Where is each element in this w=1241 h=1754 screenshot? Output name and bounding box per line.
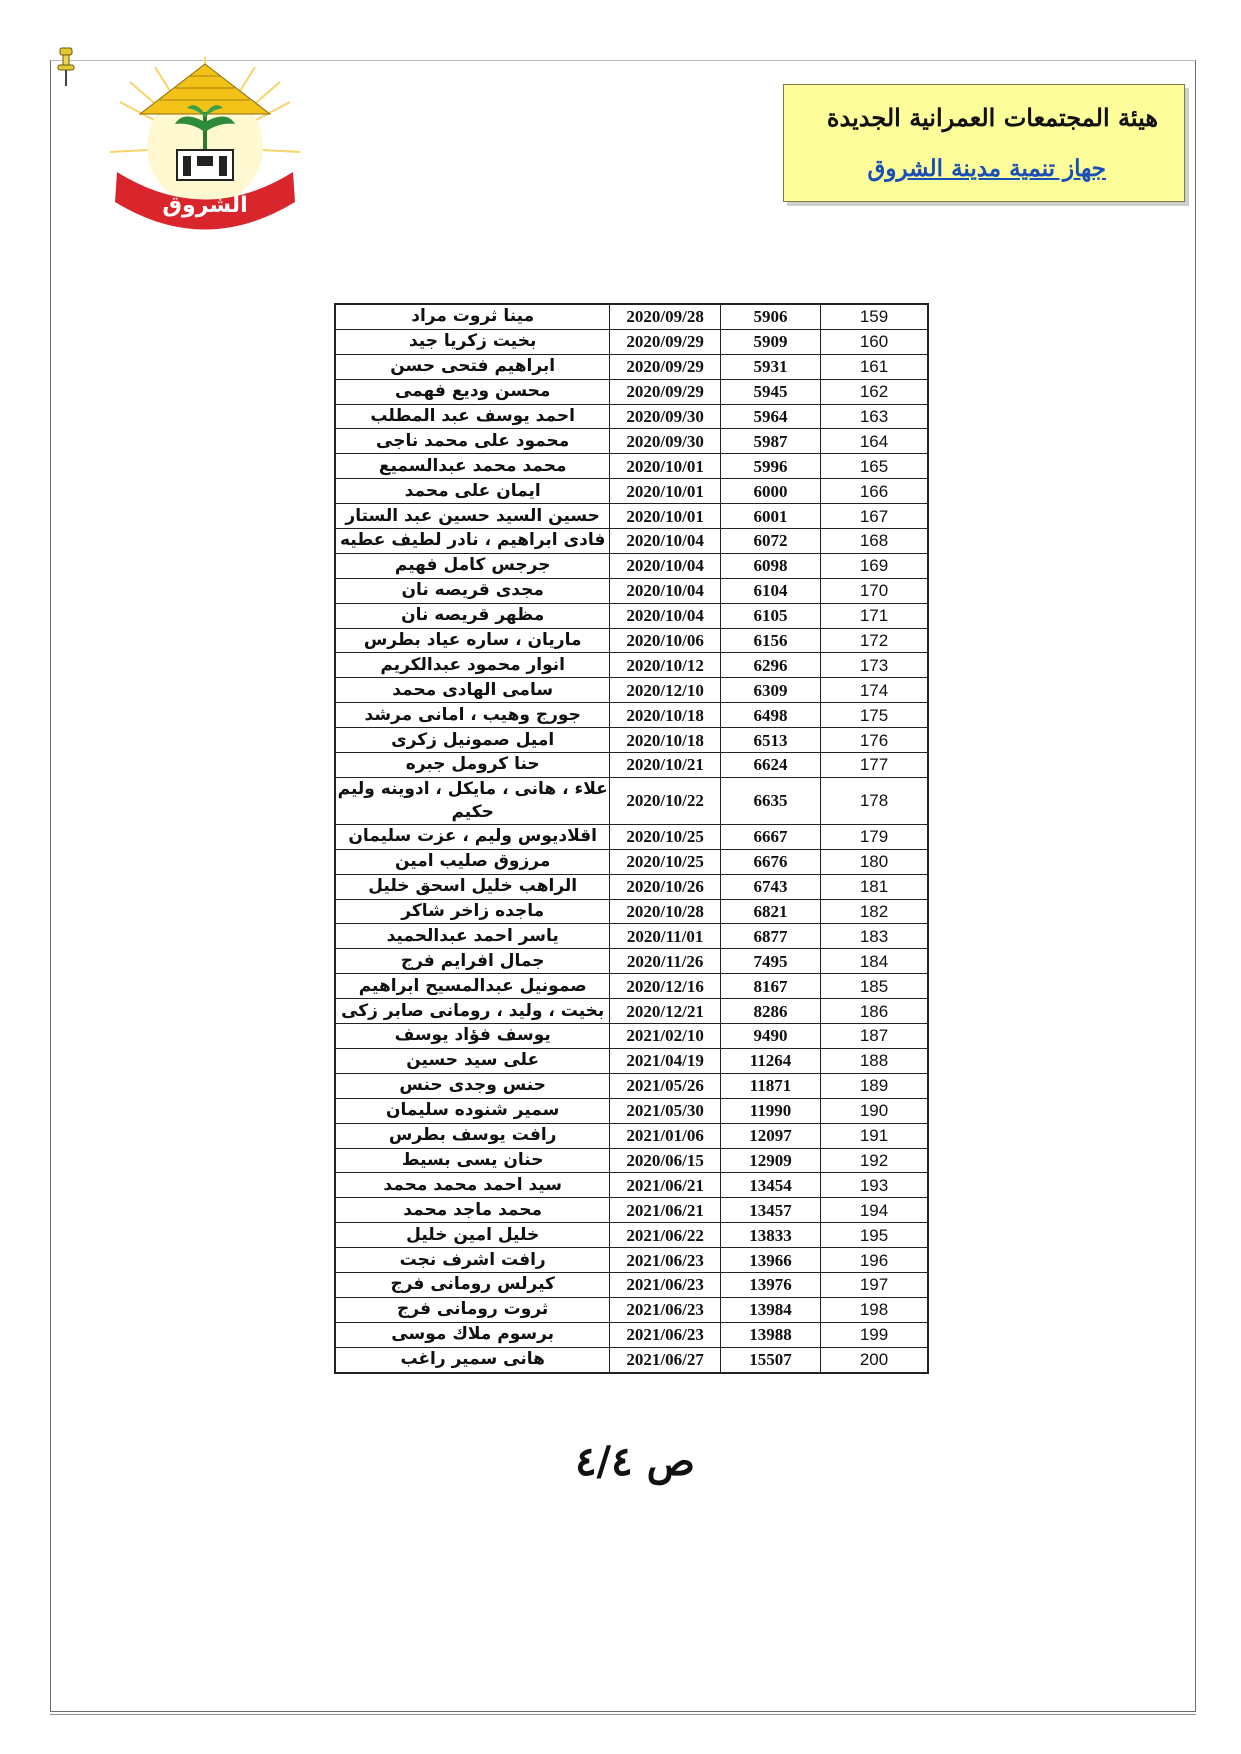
table-row [335,1322,928,1347]
index-cell: 184 [821,949,928,974]
name-cell: فادى ابراهيم ، نادر لطيف عطيه [335,529,610,554]
name-cell: جورج وهيب ، امانى مرشد [335,703,610,728]
index-cell: 197 [821,1272,928,1297]
index-cell: 169 [821,553,928,578]
number-cell: 15507 [720,1347,820,1372]
index-cell: 196 [821,1248,928,1273]
table-row [335,924,928,949]
name-cell: يوسف فؤاد يوسف [335,1024,610,1049]
number-cell: 6624 [720,753,820,778]
name-cell: سمير شنوده سليمان [335,1098,610,1123]
date-cell: 2020/09/30 [610,429,721,454]
table-row [335,1098,928,1123]
index-cell: 174 [821,678,928,703]
date-cell: 2020/12/21 [610,999,721,1024]
date-cell: 2021/05/26 [610,1073,721,1098]
name-cell: ثروت رومانى فرج [335,1297,610,1322]
city-logo-icon [105,52,305,242]
number-cell: 6667 [720,824,820,849]
table-row [335,454,928,479]
name-cell: حسين السيد حسين عبد الستار [335,504,610,529]
number-cell: 5987 [720,429,820,454]
records-body [335,304,928,1373]
table-row [335,849,928,874]
number-cell: 6156 [720,628,820,653]
index-cell: 191 [821,1123,928,1148]
index-cell: 173 [821,653,928,678]
number-cell: 6000 [720,479,820,504]
date-cell: 2021/06/23 [610,1272,721,1297]
number-cell: 6498 [720,703,820,728]
date-cell: 2020/10/28 [610,899,721,924]
number-cell: 8167 [720,974,820,999]
name-cell: هانى سمير راغب [335,1347,610,1372]
header-box [783,84,1185,202]
index-cell: 192 [821,1148,928,1173]
number-cell: 6743 [720,874,820,899]
table-row [335,1123,928,1148]
date-cell: 2021/06/27 [610,1347,721,1372]
table-row [335,603,928,628]
date-cell: 2021/06/23 [610,1322,721,1347]
number-cell: 7495 [720,949,820,974]
name-cell: مجدى قريصه نان [335,578,610,603]
number-cell: 12097 [720,1123,820,1148]
index-cell: 168 [821,529,928,554]
number-cell: 5931 [720,354,820,379]
date-cell: 2020/09/29 [610,379,721,404]
name-cell: بخيت ، وليد ، رومانى صابر زكى [335,999,610,1024]
date-cell: 2020/12/10 [610,678,721,703]
number-cell: 6296 [720,653,820,678]
number-cell: 6098 [720,553,820,578]
table-row [335,1073,928,1098]
date-cell: 2020/11/01 [610,924,721,949]
name-cell: الراهب خليل اسحق خليل [335,874,610,899]
name-cell: ابراهيم فتحى حسن [335,354,610,379]
index-cell: 175 [821,703,928,728]
name-cell: اميل صمونيل زكرى [335,728,610,753]
date-cell: 2020/10/22 [610,777,721,824]
name-cell: مظهر قريصه نان [335,603,610,628]
index-cell: 181 [821,874,928,899]
name-cell: ايمان على محمد [335,479,610,504]
table-row [335,1148,928,1173]
index-cell: 177 [821,753,928,778]
index-cell: 161 [821,354,928,379]
name-cell: علاء ، هانى ، مايكل ، ادوينه وليم حكيم [335,777,610,824]
date-cell: 2020/10/04 [610,553,721,578]
name-cell: رافت يوسف بطرس [335,1123,610,1148]
number-cell: 5906 [720,304,820,329]
index-cell: 166 [821,479,928,504]
table-row [335,1223,928,1248]
date-cell: 2020/09/29 [610,329,721,354]
name-cell: حنان يسى بسيط [335,1148,610,1173]
name-cell: محمود على محمد ناجى [335,429,610,454]
index-cell: 188 [821,1048,928,1073]
table-row [335,1297,928,1322]
table-row [335,304,928,329]
index-cell: 195 [821,1223,928,1248]
date-cell: 2020/10/04 [610,578,721,603]
page-bottom-rule [50,1714,1196,1717]
index-cell: 159 [821,304,928,329]
table-row [335,404,928,429]
number-cell: 6072 [720,529,820,554]
name-cell: مرزوق صليب امين [335,849,610,874]
name-cell: على سيد حسين [335,1048,610,1073]
index-cell: 171 [821,603,928,628]
name-cell: جمال افرايم فرج [335,949,610,974]
date-cell: 2020/10/21 [610,753,721,778]
date-cell: 2020/11/26 [610,949,721,974]
name-cell: صمونيل عبدالمسيح ابراهيم [335,974,610,999]
index-cell: 163 [821,404,928,429]
table-row [335,429,928,454]
table-row [335,529,928,554]
name-cell: خليل امين خليل [335,1223,610,1248]
number-cell: 5996 [720,454,820,479]
number-cell: 6105 [720,603,820,628]
table-row [335,628,928,653]
name-cell: برسوم ملاك موسى [335,1322,610,1347]
date-cell: 2020/10/18 [610,728,721,753]
number-cell: 5964 [720,404,820,429]
date-cell: 2021/05/30 [610,1098,721,1123]
date-cell: 2021/06/21 [610,1173,721,1198]
index-cell: 183 [821,924,928,949]
number-cell: 12909 [720,1148,820,1173]
date-cell: 2020/09/29 [610,354,721,379]
org-title: هيئة المجتمعات العمرانية الجديدة [826,103,1158,132]
name-cell: محمد ماجد محمد [335,1198,610,1223]
date-cell: 2020/10/25 [610,849,721,874]
records-table [334,303,929,1374]
table-row [335,1272,928,1297]
name-cell: حنس وجدى حنس [335,1073,610,1098]
number-cell: 6513 [720,728,820,753]
date-cell: 2020/10/06 [610,628,721,653]
date-cell: 2020/10/25 [610,824,721,849]
pushpin-icon [56,46,76,88]
number-cell: 13454 [720,1173,820,1198]
table-row [335,1248,928,1273]
date-cell: 2020/10/04 [610,603,721,628]
table-row [335,753,928,778]
date-cell: 2020/10/26 [610,874,721,899]
date-cell: 2020/09/28 [610,304,721,329]
date-cell: 2020/10/12 [610,653,721,678]
number-cell: 5909 [720,329,820,354]
number-cell: 6309 [720,678,820,703]
index-cell: 185 [821,974,928,999]
number-cell: 6001 [720,504,820,529]
index-cell: 200 [821,1347,928,1372]
index-cell: 176 [821,728,928,753]
index-cell: 193 [821,1173,928,1198]
number-cell: 13457 [720,1198,820,1223]
date-cell: 2021/06/21 [610,1198,721,1223]
name-cell: ماجده زاخر شاكر [335,899,610,924]
date-cell: 2021/01/06 [610,1123,721,1148]
index-cell: 190 [821,1098,928,1123]
table-row [335,354,928,379]
number-cell: 6821 [720,899,820,924]
name-cell: كيرلس رومانى فرج [335,1272,610,1297]
number-cell: 13833 [720,1223,820,1248]
name-cell: مينا ثروت مراد [335,304,610,329]
index-cell: 182 [821,899,928,924]
number-cell: 11264 [720,1048,820,1073]
name-cell: بخيت زكريا جيد [335,329,610,354]
number-cell: 6676 [720,849,820,874]
table-row [335,379,928,404]
index-cell: 172 [821,628,928,653]
date-cell: 2021/06/22 [610,1223,721,1248]
table-row [335,479,928,504]
table-row [335,728,928,753]
table-row [335,899,928,924]
number-cell: 6104 [720,578,820,603]
table-row [335,553,928,578]
table-row [335,653,928,678]
date-cell: 2020/10/01 [610,454,721,479]
date-cell: 2021/06/23 [610,1297,721,1322]
table-row [335,1347,928,1372]
number-cell: 6877 [720,924,820,949]
table-row [335,1173,928,1198]
table-row [335,777,928,824]
index-cell: 160 [821,329,928,354]
name-cell: ماريان ، ساره عياد بطرس [335,628,610,653]
table-row [335,678,928,703]
name-cell: جرجس كامل فهيم [335,553,610,578]
index-cell: 179 [821,824,928,849]
date-cell: 2020/06/15 [610,1148,721,1173]
number-cell: 13988 [720,1322,820,1347]
table-row [335,949,928,974]
name-cell: انوار محمود عبدالكريم [335,653,610,678]
index-cell: 187 [821,1024,928,1049]
date-cell: 2021/06/23 [610,1248,721,1273]
index-cell: 162 [821,379,928,404]
index-cell: 165 [821,454,928,479]
table-row [335,703,928,728]
index-cell: 167 [821,504,928,529]
date-cell: 2021/02/10 [610,1024,721,1049]
number-cell: 11871 [720,1073,820,1098]
date-cell: 2020/12/16 [610,974,721,999]
table-row [335,329,928,354]
number-cell: 8286 [720,999,820,1024]
table-row [335,874,928,899]
name-cell: رافت اشرف نجت [335,1248,610,1273]
table-row [335,999,928,1024]
index-cell: 186 [821,999,928,1024]
index-cell: 189 [821,1073,928,1098]
index-cell: 180 [821,849,928,874]
table-row [335,1048,928,1073]
number-cell: 9490 [720,1024,820,1049]
table-row [335,578,928,603]
table-row [335,1198,928,1223]
name-cell: احمد يوسف عبد المطلب [335,404,610,429]
name-cell: محمد محمد عبدالسميع [335,454,610,479]
number-cell: 5945 [720,379,820,404]
index-cell: 194 [821,1198,928,1223]
name-cell: حنا كرومل جبره [335,753,610,778]
index-cell: 178 [821,777,928,824]
table-row [335,824,928,849]
table-row [335,504,928,529]
index-cell: 199 [821,1322,928,1347]
name-cell: محسن وديع فهمى [335,379,610,404]
date-cell: 2020/09/30 [610,404,721,429]
name-cell: اقلاديوس وليم ، عزت سليمان [335,824,610,849]
date-cell: 2020/10/01 [610,504,721,529]
date-cell: 2020/10/18 [610,703,721,728]
number-cell: 13976 [720,1272,820,1297]
number-cell: 13966 [720,1248,820,1273]
table-row [335,974,928,999]
org-subtitle[interactable]: جهاز تنمية مدينة الشروق [867,155,1106,182]
date-cell: 2020/10/04 [610,529,721,554]
name-cell: ياسر احمد عبدالحميد [335,924,610,949]
number-cell: 6635 [720,777,820,824]
name-cell: سيد احمد محمد محمد [335,1173,610,1198]
index-cell: 164 [821,429,928,454]
number-cell: 11990 [720,1098,820,1123]
name-cell: سامى الهادى محمد [335,678,610,703]
page-number: ص ٤/٤ [575,1438,695,1485]
table-row [335,1024,928,1049]
number-cell: 13984 [720,1297,820,1322]
index-cell: 170 [821,578,928,603]
date-cell: 2020/10/01 [610,479,721,504]
logo-text: الشروق [162,193,248,218]
date-cell: 2021/04/19 [610,1048,721,1073]
index-cell: 198 [821,1297,928,1322]
